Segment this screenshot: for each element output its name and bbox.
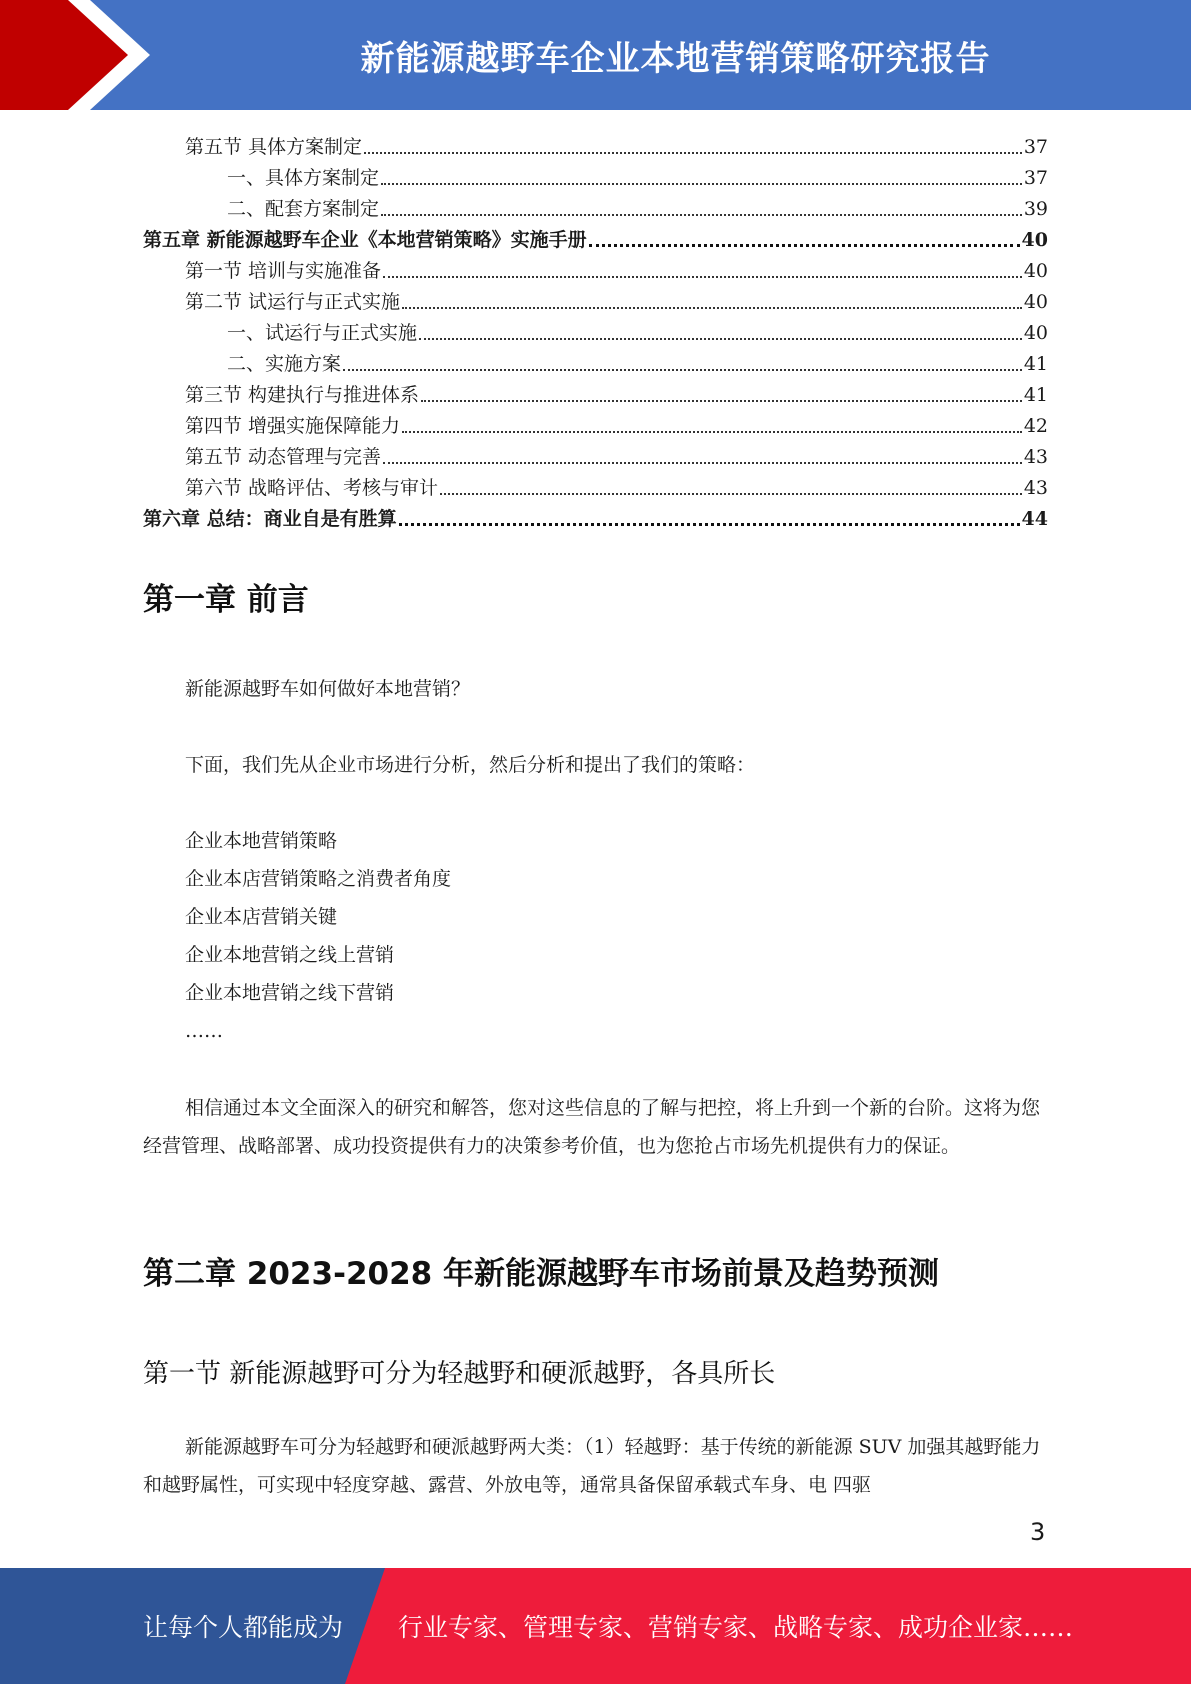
list-item: ……	[185, 1020, 223, 1042]
toc-entry-title: 第三节 构建执行与推进体系	[185, 384, 420, 406]
toc-entry-page: 37	[1023, 167, 1048, 189]
toc-entry-title: 第六节 战略评估、考核与审计	[185, 477, 439, 499]
toc-entry-title: 第六章 总结：商业自是有胜算	[143, 508, 397, 530]
toc-entry[interactable]	[143, 407, 1048, 438]
toc-entry[interactable]	[143, 314, 1048, 345]
toc-entry[interactable]	[143, 500, 1048, 531]
toc-entry-title: 第四节 增强实施保障能力	[185, 415, 401, 437]
list-item: 企业本店营销策略之消费者角度	[185, 868, 452, 890]
toc-leader-dots	[589, 244, 1020, 247]
toc-entry[interactable]	[143, 376, 1048, 407]
toc-leader-dots	[440, 493, 1022, 495]
chapter-1-question: 新能源越野车如何做好本地营销？	[185, 678, 471, 700]
toc-entry[interactable]	[143, 221, 1048, 252]
toc-entry-title: 一、具体方案制定	[227, 167, 380, 189]
toc-entry-page: 41	[1023, 384, 1048, 406]
toc-entry[interactable]	[143, 128, 1048, 159]
chapter-1-heading: 第一章 前言	[143, 582, 309, 618]
chapter-1-closing: 相信通过本文全面深入的研究和解答，您对这些信息的了解与把控，将上升到一个新的台阶。这将为您经营管理、战略部署、成功投资提供有力的决策参考价值，也为您抢占市场先机提供有力的保证。	[143, 1097, 1041, 1157]
toc-leader-dots	[419, 338, 1022, 340]
chapter-1-intro: 下面，我们先从企业市场进行分析，然后分析和提出了我们的策略：	[185, 754, 756, 776]
toc-entry[interactable]	[143, 252, 1048, 283]
toc-leader-dots	[383, 276, 1022, 278]
toc-entry-title: 第一节 培训与实施准备	[185, 260, 382, 282]
toc-entry-page: 43	[1023, 446, 1048, 468]
toc-leader-dots	[381, 214, 1022, 216]
toc-leader-dots	[364, 152, 1022, 154]
toc-entry-page: 40	[1023, 260, 1048, 282]
toc-entry-page: 40	[1023, 291, 1048, 313]
toc-leader-dots	[343, 369, 1022, 371]
toc-entry-page: 37	[1023, 136, 1048, 158]
toc-leader-dots	[399, 523, 1020, 526]
toc-leader-dots	[381, 183, 1022, 185]
section-1-heading: 第一节 新能源越野可分为轻越野和硬派越野，各具所长	[143, 1359, 776, 1389]
toc-entry-page: 44	[1021, 508, 1048, 530]
toc-leader-dots	[402, 431, 1022, 433]
toc-entry-title: 第五节 动态管理与完善	[185, 446, 382, 468]
toc-entry[interactable]	[143, 438, 1048, 469]
toc-entry-page: 40	[1023, 322, 1048, 344]
toc-entry-title: 第五章 新能源越野车企业《本地营销策略》实施手册	[143, 229, 587, 251]
toc-entry-title: 一、试运行与正式实施	[227, 322, 418, 344]
page-number: 3	[1030, 1518, 1046, 1546]
toc-entry-title: 第二节 试运行与正式实施	[185, 291, 401, 313]
toc-entry-page: 42	[1023, 415, 1048, 437]
list-item: 企业本店营销关键	[185, 906, 338, 928]
toc-entry[interactable]	[143, 469, 1048, 500]
toc-leader-dots	[383, 462, 1022, 464]
list-item: 企业本地营销之线上营销	[185, 944, 395, 966]
toc-entry-page: 40	[1021, 229, 1048, 251]
toc-entry-page: 41	[1023, 353, 1048, 375]
toc-entry[interactable]	[143, 345, 1048, 376]
header-arrow-icon	[0, 0, 160, 110]
toc-leader-dots	[402, 307, 1022, 309]
table-of-contents	[143, 128, 1048, 531]
chapter-2-heading: 第二章 2023-2028 年新能源越野车市场前景及趋势预测	[143, 1256, 940, 1292]
page-header	[0, 0, 1191, 110]
section-1-body: 新能源越野车可分为轻越野和硬派越野两大类：（1）轻越野：基于传统的新能源 SUV 加强其越野能力和越野属性，可实现中轻度穿越、露营、外放电等，通常具备保留承载式车身、电 四驱	[143, 1436, 1041, 1496]
toc-entry[interactable]	[143, 190, 1048, 221]
toc-entry[interactable]	[143, 283, 1048, 314]
page-footer	[0, 1568, 1191, 1684]
strategy-list	[185, 822, 451, 1050]
toc-entry-page: 39	[1023, 198, 1048, 220]
toc-entry[interactable]	[143, 159, 1048, 190]
toc-entry-title: 二、配套方案制定	[227, 198, 380, 220]
toc-leader-dots	[421, 400, 1022, 402]
toc-entry-title: 第五节 具体方案制定	[185, 136, 363, 158]
list-item: 企业本地营销策略	[185, 830, 338, 852]
report-title: 新能源越野车企业本地营销策略研究报告	[360, 38, 991, 79]
list-item: 企业本地营销之线下营销	[185, 982, 395, 1004]
footer-slogan-left: 让每个人都能成为	[143, 1613, 344, 1642]
toc-entry-page: 43	[1023, 477, 1048, 499]
footer-slogan-right: 行业专家、管理专家、营销专家、战略专家、成功企业家……	[398, 1613, 1074, 1642]
toc-entry-title: 二、实施方案	[227, 353, 342, 375]
